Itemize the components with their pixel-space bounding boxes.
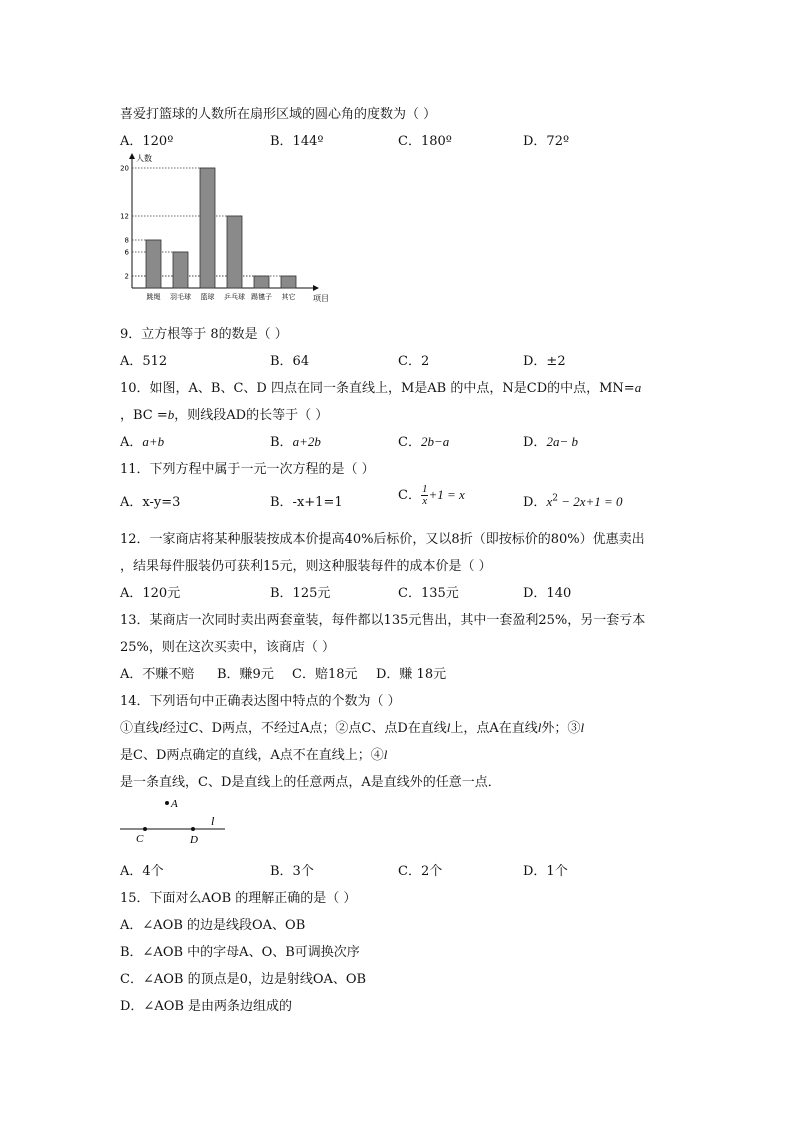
bar-chart: [110, 150, 340, 305]
bar: [146, 240, 161, 288]
point-a: [165, 801, 169, 805]
q12-option-b: B．125元: [270, 586, 331, 601]
q8-stem: 喜爱打篮球的人数所在扇形区域的圆心角的度数为（ ）: [120, 107, 437, 122]
x-tick-label: 踢毽子: [251, 293, 272, 301]
q8-option-b: B．144º: [270, 134, 324, 149]
q10-option-a: A．a+b: [120, 434, 165, 450]
q10-stem-line1: [120, 377, 641, 396]
q15-option-b: B．∠AOB 中的字母A、O、B可调换次序: [120, 945, 360, 960]
fraction: $\frac{1}{x}$: [421, 483, 428, 507]
bar: [227, 216, 242, 288]
q11-option-d: D．$x^2 - 2x+1 = 0$: [523, 493, 623, 510]
q10-var-b: b: [167, 407, 175, 422]
q13-option-a: A．不赚不赔: [120, 667, 195, 682]
label-d: D: [190, 834, 198, 846]
q12-option-a: A．120元: [120, 586, 181, 601]
q14-option-c: C．2个: [398, 864, 443, 879]
q9-option-d: D．±2: [523, 354, 566, 369]
q10-option-d: D．2a− b: [523, 434, 578, 450]
x-tick-label: 篮球: [200, 293, 215, 301]
point-d: [191, 827, 195, 831]
label-l: l: [211, 814, 215, 828]
q14-statements-line2: 是C、D两点确定的直线，A点不在直线上；④l: [120, 747, 388, 763]
bar: [200, 168, 215, 288]
q11-stem: 11．下列方程中属于一元一次方程的是（ ）: [120, 462, 375, 477]
label-c: C: [136, 833, 144, 845]
q10-stem-text: 10．如图，A、B、C、D 四点在同一条直线上，M是AB 的中点，N是CD的中点，MN=: [120, 381, 635, 396]
q11-option-a: A．x-y=3: [120, 495, 181, 510]
point-c: [143, 827, 147, 831]
bar: [281, 276, 296, 288]
y-tick-label: 12: [120, 212, 129, 221]
q14-option-b: B．3个: [270, 864, 314, 879]
q12-option-c: C．135元: [398, 586, 459, 601]
x-tick-label: 跳绳: [146, 293, 161, 301]
x-tick-label: 其它: [281, 293, 296, 301]
q13-option-c: C．赔18元: [292, 667, 358, 682]
q9-option-b: B．64: [270, 354, 310, 369]
q10-option-b: B．a+2b: [270, 434, 321, 450]
q14-statements-line1: ①直线l经过C、D两点，不经过A点；②点C、点D在直线l上，点A在直线l外；③l: [120, 720, 585, 736]
x-tick-label: 羽毛球: [170, 293, 191, 301]
q13-option-b: B．赚9元: [217, 667, 274, 682]
q9-option-c: C．2: [398, 354, 430, 369]
y-tick-label: 8: [124, 236, 129, 245]
q11-option-c: C． $\frac{1}{x}$ +1 = x: [398, 483, 465, 507]
q15-option-c: C．∠AOB 的顶点是0，边是射线OA、OB: [120, 972, 367, 987]
q13-stem-line2: 25%，则在这次买卖中，该商店（ ）: [120, 640, 336, 655]
q14-option-d: D．1个: [523, 864, 568, 879]
q12-stem-line1: 12．一家商店将某种服装按成本价提高40%后标价，又以8折（即按标价的80%）优惠卖出: [120, 532, 645, 547]
y-tick-label: 20: [120, 164, 129, 173]
q11-option-b: B．-x+1=1: [270, 495, 343, 510]
y-tick-label: 2: [124, 272, 129, 281]
q13-stem-line1: 13．某商店一次同时卖出两套童装，每件都以135元售出，其中一套盈利25%，另一套亏本: [120, 613, 646, 628]
q10-stem-text-2a: ，BC =: [120, 408, 168, 423]
q8-option-c: C．180º: [398, 134, 452, 149]
q8-option-a: A．120º: [120, 134, 174, 149]
y-axis-label: 人数: [136, 154, 152, 163]
q10-var-a: a: [634, 380, 642, 395]
q12-option-d: D．140: [523, 586, 572, 601]
y-tick-label: 6: [124, 248, 129, 257]
q10-stem-line2: [120, 404, 328, 423]
x-tick-label: 乒乓球: [224, 293, 245, 301]
bar: [254, 276, 269, 288]
q9-option-a: A．512: [120, 354, 168, 369]
q14-statements-line3: 是一条直线，C、D是直线上的任意两点，A是直线外的任意一点．: [120, 775, 501, 790]
q15-option-a: A．∠AOB 的边是线段OA、OB: [120, 918, 306, 933]
q10-option-c: C．2b−a: [398, 434, 450, 450]
q14-stem: 14．下列语句中正确表达图中特点的个数为（ ）: [120, 694, 401, 709]
bar: [173, 252, 188, 288]
line-figure: [115, 793, 235, 848]
q14-option-a: A．4个: [120, 864, 164, 879]
q15-option-d: D．∠AOB 是由两条边组成的: [120, 999, 293, 1014]
q9-stem: 9．立方根等于 8的数是（ ）: [120, 327, 288, 342]
q8-option-d: D．72º: [523, 134, 570, 149]
label-a: A: [171, 798, 178, 810]
q15-stem: 15．下面对么AOB 的理解正确的是（ ）: [120, 891, 357, 906]
q13-option-d: D．赚 18元: [376, 667, 447, 682]
q10-stem-text-2c: ，则线段AD的长等于（ ）: [174, 408, 329, 423]
q12-stem-line2: ，结果每件服装仍可获利15元，则这种服装每件的成本价是（ ）: [120, 559, 492, 574]
x-axis-label: 项目: [313, 294, 329, 303]
